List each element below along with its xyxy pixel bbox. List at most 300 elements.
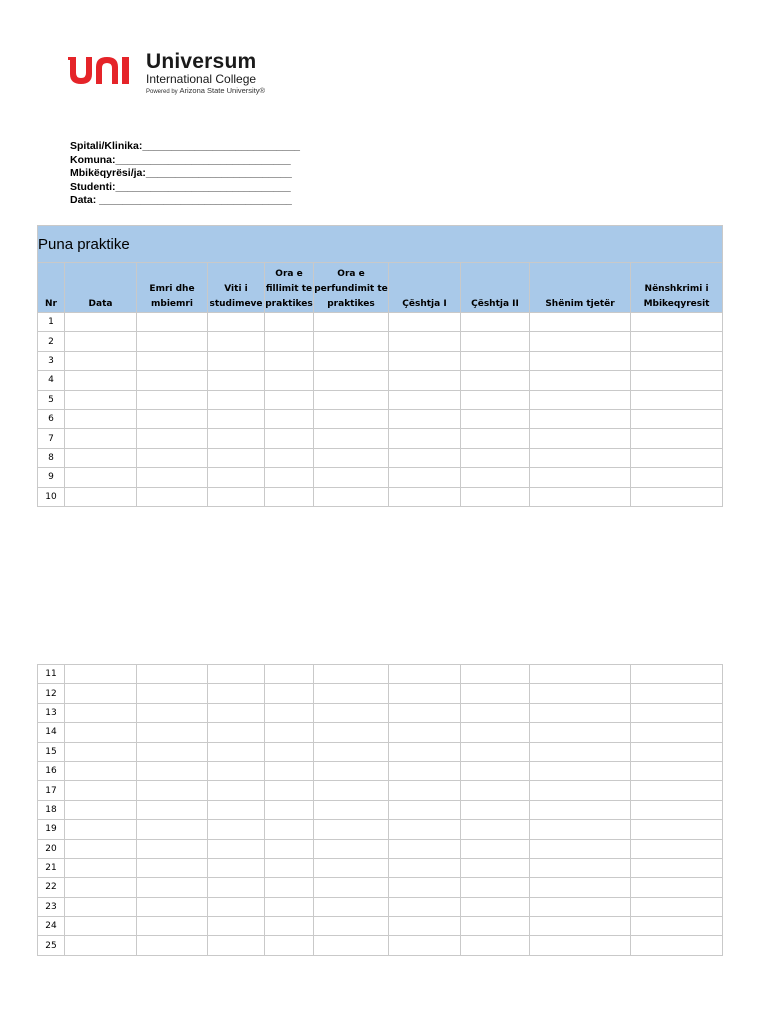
table-cell[interactable] xyxy=(461,684,530,703)
table-cell[interactable] xyxy=(461,313,530,332)
table-row xyxy=(38,684,723,703)
table-cell[interactable] xyxy=(65,897,137,916)
table-cell[interactable] xyxy=(530,839,631,858)
table-cell[interactable] xyxy=(137,409,208,428)
table-cell[interactable] xyxy=(65,761,137,780)
row-number: 23 xyxy=(38,897,65,916)
table-cell[interactable] xyxy=(461,839,530,858)
table-cell[interactable] xyxy=(137,390,208,409)
table-cell[interactable] xyxy=(208,313,265,332)
table-cell[interactable] xyxy=(208,448,265,467)
table-cell[interactable] xyxy=(530,665,631,684)
table-cell[interactable] xyxy=(389,703,461,722)
table-cell[interactable] xyxy=(65,800,137,819)
table-cell[interactable] xyxy=(631,448,723,467)
table-cell[interactable] xyxy=(314,487,389,506)
table-cell[interactable] xyxy=(461,332,530,351)
table-cell[interactable] xyxy=(314,820,389,839)
table-row xyxy=(38,703,723,722)
table-cell[interactable] xyxy=(631,897,723,916)
table-row xyxy=(38,878,723,897)
table-cell[interactable] xyxy=(314,936,389,955)
table-cell[interactable] xyxy=(65,781,137,800)
table-cell[interactable] xyxy=(389,800,461,819)
college-logo xyxy=(68,51,288,99)
table-cell[interactable] xyxy=(631,820,723,839)
table-cell[interactable] xyxy=(65,703,137,722)
row-number: 5 xyxy=(38,390,65,409)
table-cell[interactable] xyxy=(65,313,137,332)
table-cell[interactable] xyxy=(65,936,137,955)
table-cell[interactable] xyxy=(631,351,723,370)
table-cell[interactable] xyxy=(208,468,265,487)
table-cell[interactable] xyxy=(65,684,137,703)
table-cell[interactable] xyxy=(530,448,631,467)
table-cell[interactable] xyxy=(461,897,530,916)
table-cell[interactable] xyxy=(631,487,723,506)
table-cell[interactable] xyxy=(461,448,530,467)
table-cell[interactable] xyxy=(65,390,137,409)
table-cell[interactable] xyxy=(631,684,723,703)
table-cell[interactable] xyxy=(265,878,314,897)
table-row xyxy=(38,858,723,877)
table-cell[interactable] xyxy=(265,897,314,916)
table-cell[interactable] xyxy=(314,703,389,722)
table-cell[interactable] xyxy=(65,878,137,897)
table-cell[interactable] xyxy=(530,703,631,722)
table-cell[interactable] xyxy=(389,665,461,684)
row-number: 25 xyxy=(38,936,65,955)
table-cell[interactable] xyxy=(461,781,530,800)
table-cell[interactable] xyxy=(530,858,631,877)
table-cell[interactable] xyxy=(530,800,631,819)
row-number: 9 xyxy=(38,468,65,487)
table-cell[interactable] xyxy=(389,332,461,351)
table-cell[interactable] xyxy=(389,742,461,761)
table-cell[interactable] xyxy=(530,409,631,428)
table-cell[interactable] xyxy=(389,371,461,390)
table-cell[interactable] xyxy=(530,371,631,390)
table-cell[interactable] xyxy=(530,684,631,703)
table-row xyxy=(38,742,723,761)
header-note: Shënim tjetër xyxy=(530,263,631,313)
table-cell[interactable] xyxy=(65,468,137,487)
table-cell[interactable] xyxy=(314,313,389,332)
table-cell[interactable] xyxy=(530,761,631,780)
table-cell[interactable] xyxy=(631,665,723,684)
table-cell[interactable] xyxy=(389,917,461,936)
table-cell[interactable] xyxy=(631,839,723,858)
table-row xyxy=(38,313,723,332)
table-row xyxy=(38,429,723,448)
table-cell[interactable] xyxy=(530,351,631,370)
table-cell[interactable] xyxy=(208,390,265,409)
table-cell[interactable] xyxy=(265,936,314,955)
table-cell[interactable] xyxy=(530,878,631,897)
table-cell[interactable] xyxy=(389,351,461,370)
table-cell[interactable] xyxy=(208,897,265,916)
table-cell[interactable] xyxy=(530,390,631,409)
table-cell[interactable] xyxy=(208,684,265,703)
table-cell[interactable] xyxy=(631,371,723,390)
table-cell[interactable] xyxy=(265,742,314,761)
table-cell[interactable] xyxy=(265,351,314,370)
table-cell[interactable] xyxy=(265,800,314,819)
table-cell[interactable] xyxy=(461,703,530,722)
table-row xyxy=(38,390,723,409)
table-row xyxy=(38,897,723,916)
header-issue-1: Çështja I xyxy=(389,263,461,313)
table-cell[interactable] xyxy=(137,800,208,819)
table-cell[interactable] xyxy=(65,820,137,839)
table-cell[interactable] xyxy=(265,332,314,351)
row-number: 12 xyxy=(38,684,65,703)
table-cell[interactable] xyxy=(314,858,389,877)
table-row xyxy=(38,800,723,819)
field-municipality: Komuna:______________________________ xyxy=(70,153,291,166)
row-number: 16 xyxy=(38,761,65,780)
table-cell[interactable] xyxy=(137,448,208,467)
table-cell[interactable] xyxy=(208,429,265,448)
table-cell[interactable] xyxy=(137,468,208,487)
row-number: 22 xyxy=(38,878,65,897)
table-cell[interactable] xyxy=(65,665,137,684)
table-cell[interactable] xyxy=(265,468,314,487)
practice-table-part1 xyxy=(37,225,723,507)
table-cell[interactable] xyxy=(208,936,265,955)
practice-table-part2 xyxy=(37,664,723,956)
logo-brand-name: Universum xyxy=(146,50,257,73)
table-cell[interactable] xyxy=(265,409,314,428)
table-row xyxy=(38,917,723,936)
table-cell[interactable] xyxy=(631,409,723,428)
table-cell[interactable] xyxy=(208,487,265,506)
table-cell[interactable] xyxy=(389,761,461,780)
table-cell[interactable] xyxy=(530,917,631,936)
table-cell[interactable] xyxy=(65,742,137,761)
row-number: 1 xyxy=(38,313,65,332)
table-cell[interactable] xyxy=(461,351,530,370)
table-cell[interactable] xyxy=(65,723,137,742)
table-cell[interactable] xyxy=(461,878,530,897)
table-cell[interactable] xyxy=(631,917,723,936)
table-cell[interactable] xyxy=(65,487,137,506)
table-cell[interactable] xyxy=(65,429,137,448)
table-cell[interactable] xyxy=(265,684,314,703)
table-cell[interactable] xyxy=(530,468,631,487)
table-cell[interactable] xyxy=(208,781,265,800)
table-cell[interactable] xyxy=(137,313,208,332)
table-cell[interactable] xyxy=(461,390,530,409)
table-cell[interactable] xyxy=(389,839,461,858)
table-cell[interactable] xyxy=(461,468,530,487)
table-cell[interactable] xyxy=(65,448,137,467)
row-number: 2 xyxy=(38,332,65,351)
table-cell[interactable] xyxy=(389,820,461,839)
table-cell[interactable] xyxy=(265,665,314,684)
table-cell[interactable] xyxy=(265,761,314,780)
table-cell[interactable] xyxy=(314,781,389,800)
table-row xyxy=(38,665,723,684)
table-cell[interactable] xyxy=(137,781,208,800)
table-cell[interactable] xyxy=(389,390,461,409)
table-cell[interactable] xyxy=(208,351,265,370)
table-cell[interactable] xyxy=(314,761,389,780)
table-cell[interactable] xyxy=(389,897,461,916)
row-number: 24 xyxy=(38,917,65,936)
field-hospital: Spitali/Klinika:___________________________ xyxy=(70,140,301,152)
table-cell[interactable] xyxy=(314,448,389,467)
table-cell[interactable] xyxy=(389,781,461,800)
table-cell[interactable] xyxy=(137,936,208,955)
table-cell[interactable] xyxy=(208,761,265,780)
table-cell[interactable] xyxy=(389,858,461,877)
table-cell[interactable] xyxy=(631,761,723,780)
header-signature: Nënshkrimi i Mbikeqyresit xyxy=(631,263,723,313)
table-row xyxy=(38,936,723,955)
table-cell[interactable] xyxy=(137,742,208,761)
header-year: Viti i studimeve xyxy=(208,263,265,313)
table-cell[interactable] xyxy=(265,448,314,467)
table-cell[interactable] xyxy=(265,371,314,390)
table-title: Puna praktike xyxy=(38,226,723,263)
table-cell[interactable] xyxy=(265,781,314,800)
table-cell[interactable] xyxy=(208,703,265,722)
table-cell[interactable] xyxy=(137,684,208,703)
table-row xyxy=(38,723,723,742)
table-cell[interactable] xyxy=(208,878,265,897)
table-cell[interactable] xyxy=(461,487,530,506)
table-cell[interactable] xyxy=(208,742,265,761)
table-cell[interactable] xyxy=(314,371,389,390)
table-cell[interactable] xyxy=(208,371,265,390)
table-row xyxy=(38,781,723,800)
table-cell[interactable] xyxy=(461,665,530,684)
row-number: 10 xyxy=(38,487,65,506)
table-cell[interactable] xyxy=(314,390,389,409)
table-cell[interactable] xyxy=(389,723,461,742)
table-cell[interactable] xyxy=(530,487,631,506)
table-cell[interactable] xyxy=(530,820,631,839)
table-cell[interactable] xyxy=(208,409,265,428)
uni-logo-mark-icon xyxy=(68,53,140,85)
table-cell[interactable] xyxy=(631,936,723,955)
table-cell[interactable] xyxy=(265,703,314,722)
table-cell[interactable] xyxy=(314,742,389,761)
table-cell[interactable] xyxy=(389,878,461,897)
table-cell[interactable] xyxy=(65,409,137,428)
table-cell[interactable] xyxy=(530,742,631,761)
table-cell[interactable] xyxy=(631,703,723,722)
table-cell[interactable] xyxy=(461,820,530,839)
table-cell[interactable] xyxy=(461,429,530,448)
row-number: 21 xyxy=(38,858,65,877)
table-body-part2 xyxy=(38,665,723,956)
table-cell[interactable] xyxy=(314,878,389,897)
row-number: 11 xyxy=(38,665,65,684)
table-cell[interactable] xyxy=(389,429,461,448)
header-end-time: Ora e perfundimit te praktikes xyxy=(314,263,389,313)
table-cell[interactable] xyxy=(137,723,208,742)
table-title-row xyxy=(38,226,723,263)
table-cell[interactable] xyxy=(461,800,530,819)
powered-prefix: Powered by xyxy=(146,89,178,95)
table-row xyxy=(38,468,723,487)
table-cell[interactable] xyxy=(530,723,631,742)
table-cell[interactable] xyxy=(314,800,389,819)
table-cell[interactable] xyxy=(389,487,461,506)
table-cell[interactable] xyxy=(389,313,461,332)
table-cell[interactable] xyxy=(265,429,314,448)
table-cell[interactable] xyxy=(208,665,265,684)
logo-subtitle: International College xyxy=(146,72,257,86)
table-cell[interactable] xyxy=(314,468,389,487)
form-fields xyxy=(70,140,300,208)
table-cell[interactable] xyxy=(65,371,137,390)
table-row xyxy=(38,351,723,370)
table-cell[interactable] xyxy=(314,665,389,684)
table-cell[interactable] xyxy=(137,858,208,877)
field-student: Studenti:______________________________ xyxy=(70,180,291,193)
table-cell[interactable] xyxy=(530,429,631,448)
row-number: 4 xyxy=(38,371,65,390)
table-cell[interactable] xyxy=(65,858,137,877)
table-cell[interactable] xyxy=(65,839,137,858)
row-number: 6 xyxy=(38,409,65,428)
row-number: 15 xyxy=(38,742,65,761)
table-cell[interactable] xyxy=(314,917,389,936)
table-cell[interactable] xyxy=(631,429,723,448)
table-cell[interactable] xyxy=(137,665,208,684)
header-nr: Nr xyxy=(38,263,65,313)
table-cell[interactable] xyxy=(461,371,530,390)
table-cell[interactable] xyxy=(314,429,389,448)
table-cell[interactable] xyxy=(461,409,530,428)
table-cell[interactable] xyxy=(265,313,314,332)
table-row xyxy=(38,761,723,780)
table-cell[interactable] xyxy=(389,409,461,428)
table-cell[interactable] xyxy=(137,878,208,897)
table-cell[interactable] xyxy=(265,858,314,877)
table-cell[interactable] xyxy=(314,897,389,916)
table-cell[interactable] xyxy=(461,936,530,955)
table-row xyxy=(38,371,723,390)
table-cell[interactable] xyxy=(265,917,314,936)
table-cell[interactable] xyxy=(137,351,208,370)
table-cell[interactable] xyxy=(137,897,208,916)
table-cell[interactable] xyxy=(265,839,314,858)
table-cell[interactable] xyxy=(208,917,265,936)
table-cell[interactable] xyxy=(461,917,530,936)
row-number: 20 xyxy=(38,839,65,858)
table-cell[interactable] xyxy=(461,723,530,742)
logo-powered-by xyxy=(146,87,265,96)
table-cell[interactable] xyxy=(137,839,208,858)
table-cell[interactable] xyxy=(389,684,461,703)
table-cell[interactable] xyxy=(137,820,208,839)
table-cell[interactable] xyxy=(137,761,208,780)
powered-university: Arizona State University® xyxy=(179,86,266,95)
table-cell[interactable] xyxy=(389,448,461,467)
row-number: 13 xyxy=(38,703,65,722)
table-cell[interactable] xyxy=(631,390,723,409)
table-cell[interactable] xyxy=(530,781,631,800)
table-cell[interactable] xyxy=(208,820,265,839)
table-cell[interactable] xyxy=(137,429,208,448)
table-cell[interactable] xyxy=(208,800,265,819)
table-cell[interactable] xyxy=(137,703,208,722)
table-cell[interactable] xyxy=(65,332,137,351)
table-cell[interactable] xyxy=(389,936,461,955)
table-cell[interactable] xyxy=(137,371,208,390)
table-cell[interactable] xyxy=(530,313,631,332)
table-cell[interactable] xyxy=(530,897,631,916)
table-body-part1 xyxy=(38,313,723,507)
table-cell[interactable] xyxy=(631,800,723,819)
table-cell[interactable] xyxy=(208,723,265,742)
row-number: 19 xyxy=(38,820,65,839)
table-cell[interactable] xyxy=(631,878,723,897)
table-cell[interactable] xyxy=(137,487,208,506)
table-cell[interactable] xyxy=(530,332,631,351)
table-cell[interactable] xyxy=(631,781,723,800)
table-cell[interactable] xyxy=(389,468,461,487)
table-cell[interactable] xyxy=(314,839,389,858)
table-row xyxy=(38,487,723,506)
table-cell[interactable] xyxy=(631,858,723,877)
table-cell[interactable] xyxy=(314,723,389,742)
table-cell[interactable] xyxy=(137,332,208,351)
table-cell[interactable] xyxy=(530,936,631,955)
table-header-row xyxy=(38,263,723,313)
table-cell[interactable] xyxy=(65,351,137,370)
table-cell[interactable] xyxy=(208,858,265,877)
table-cell[interactable] xyxy=(265,390,314,409)
table-cell[interactable] xyxy=(314,684,389,703)
table-cell[interactable] xyxy=(137,917,208,936)
table-cell[interactable] xyxy=(65,917,137,936)
header-start-time: Ora e fillimit te praktikes xyxy=(265,263,314,313)
table-cell[interactable] xyxy=(631,742,723,761)
table-row xyxy=(38,332,723,351)
table-cell[interactable] xyxy=(461,858,530,877)
table-cell[interactable] xyxy=(314,332,389,351)
table-row xyxy=(38,409,723,428)
table-cell[interactable] xyxy=(208,332,265,351)
table-cell[interactable] xyxy=(314,409,389,428)
table-cell[interactable] xyxy=(631,468,723,487)
table-row xyxy=(38,448,723,467)
table-cell[interactable] xyxy=(631,332,723,351)
header-name: Emri dhe mbiemri xyxy=(137,263,208,313)
row-number: 18 xyxy=(38,800,65,819)
table-cell[interactable] xyxy=(208,839,265,858)
row-number: 7 xyxy=(38,429,65,448)
header-data: Data xyxy=(65,263,137,313)
table-cell[interactable] xyxy=(461,742,530,761)
table-cell[interactable] xyxy=(631,313,723,332)
row-number: 17 xyxy=(38,781,65,800)
row-number: 3 xyxy=(38,351,65,370)
header-issue-2: Çështja II xyxy=(461,263,530,313)
table-cell[interactable] xyxy=(631,723,723,742)
field-supervisor: Mbikëqyrësi/ja:_________________________ xyxy=(70,167,292,180)
table-cell[interactable] xyxy=(265,487,314,506)
table-cell[interactable] xyxy=(265,723,314,742)
table-cell[interactable] xyxy=(461,761,530,780)
table-cell[interactable] xyxy=(265,820,314,839)
table-cell[interactable] xyxy=(314,351,389,370)
